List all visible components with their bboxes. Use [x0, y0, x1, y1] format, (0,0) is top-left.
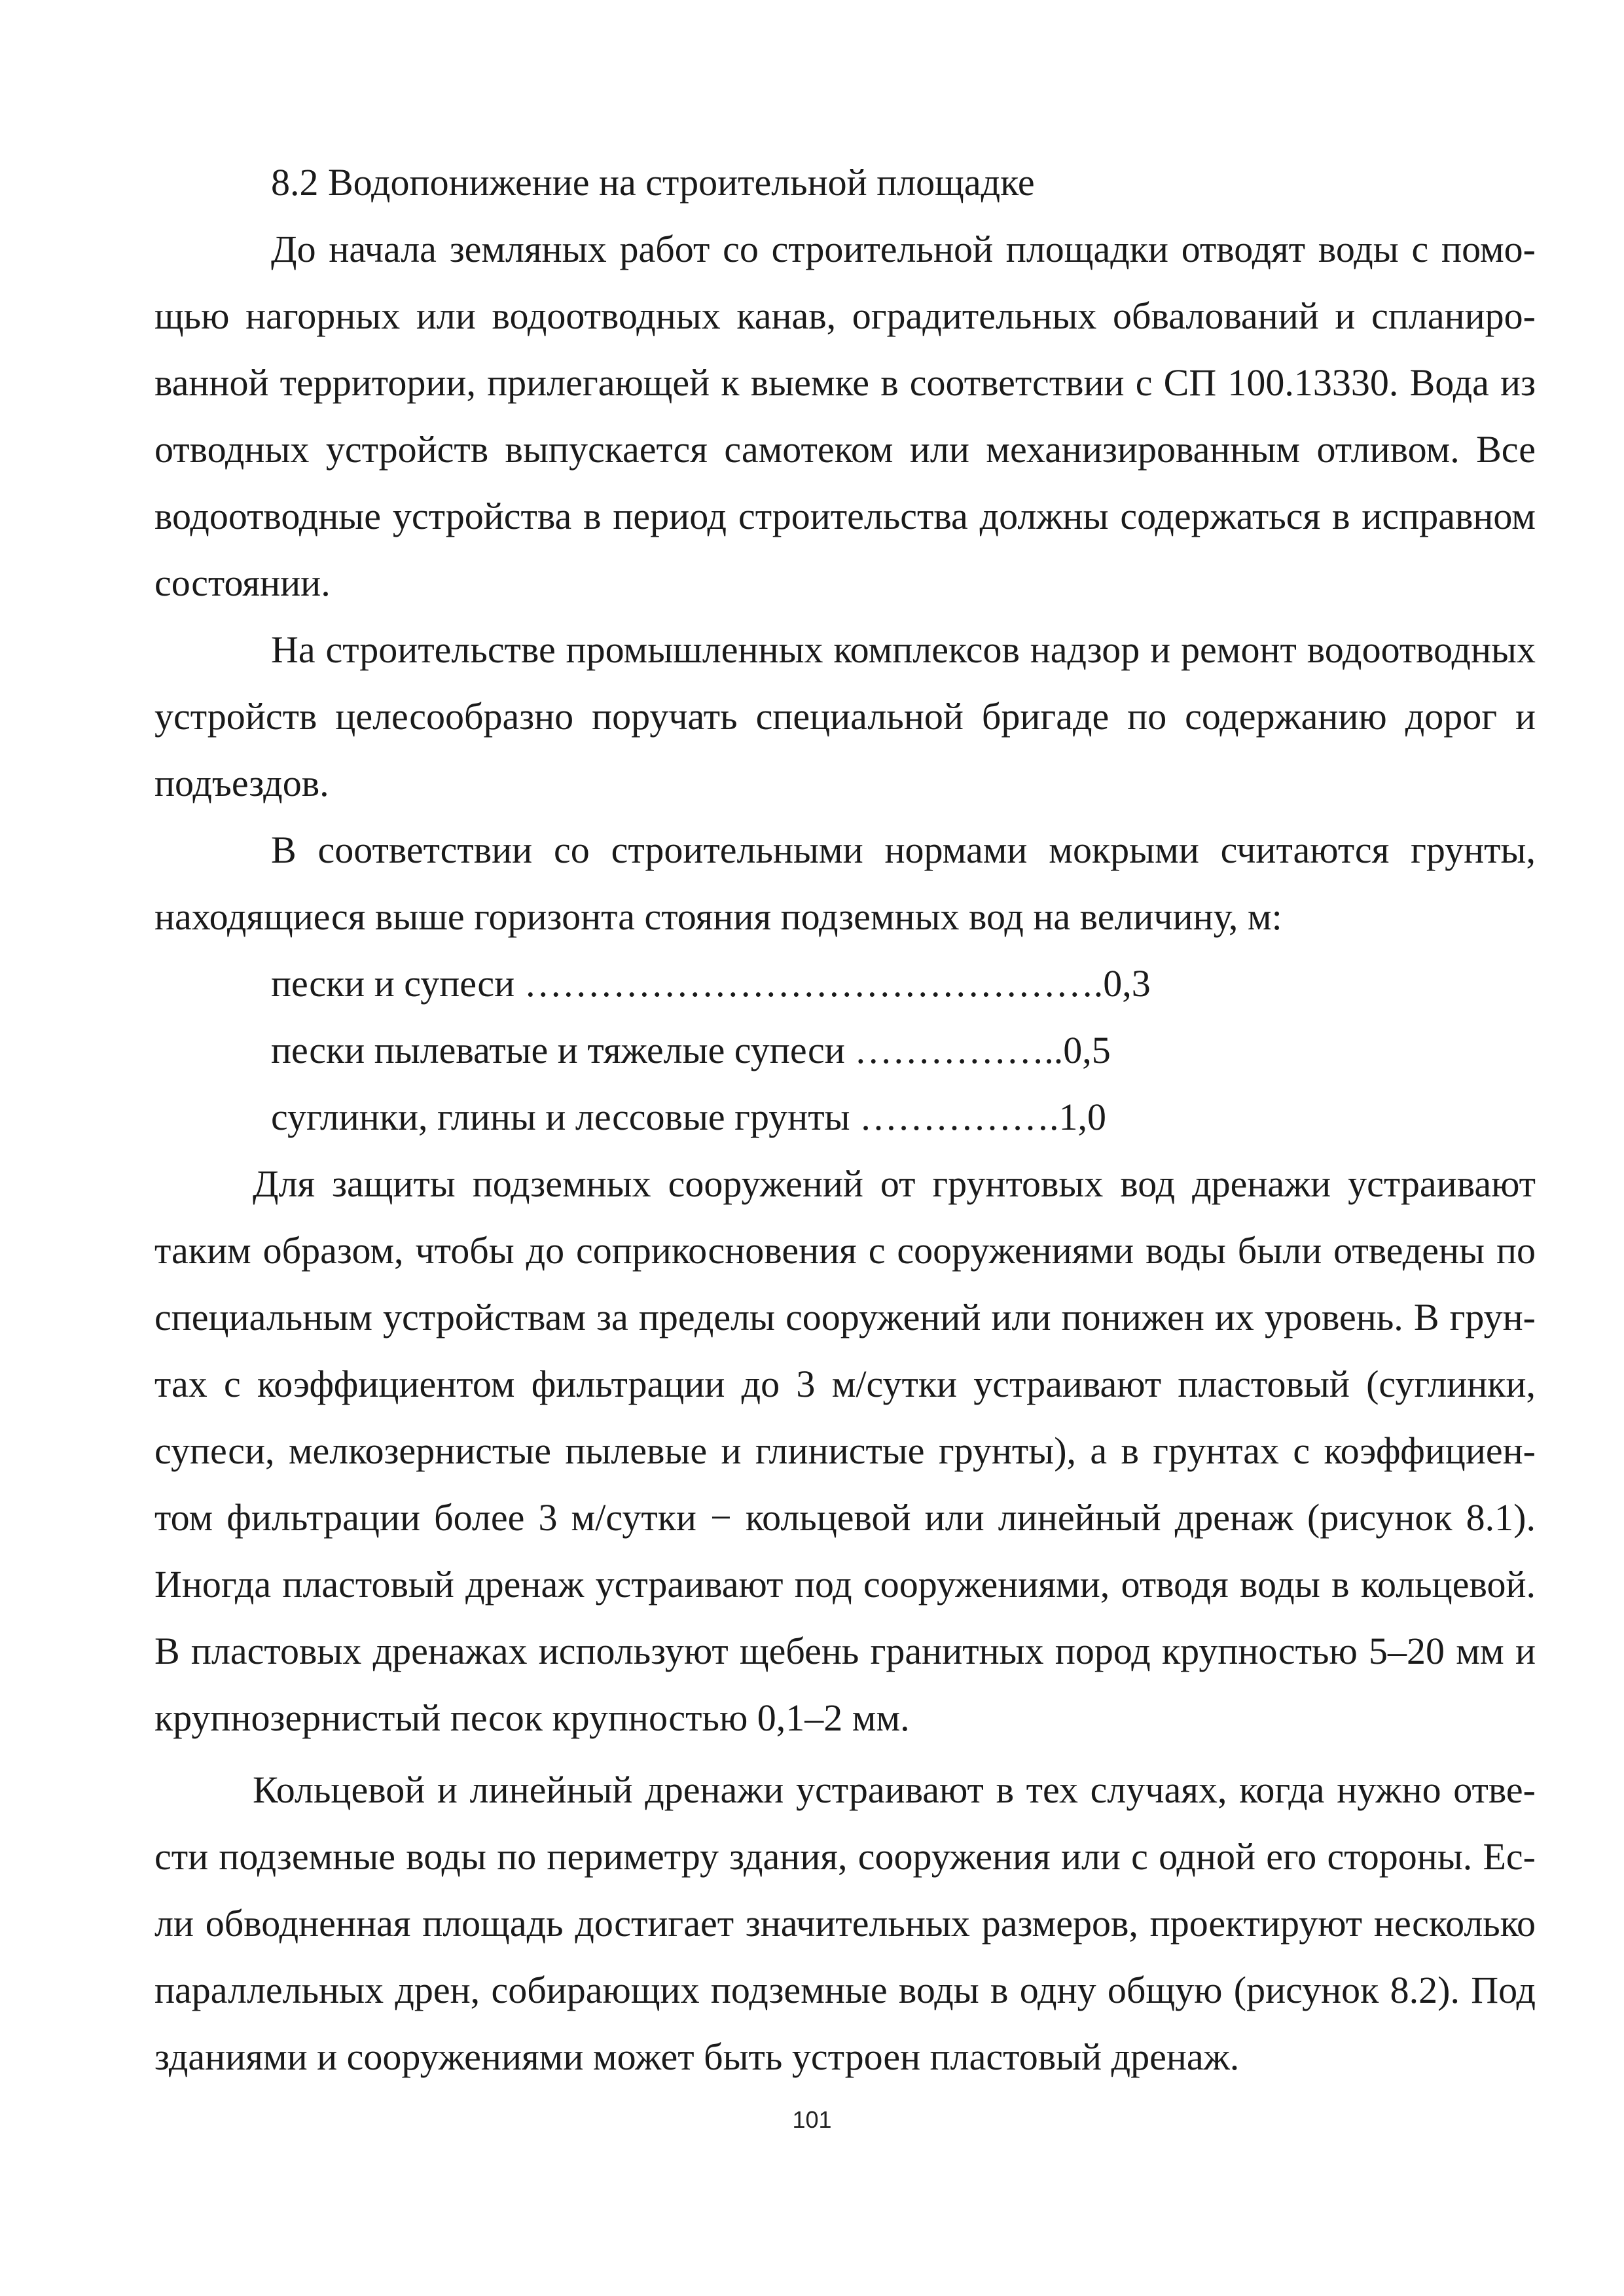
paragraph-drainage-before-earthworks: До начала земляных работ со строительной площадки отводят воды с помощью нагорных или водоотводных канав, оградительных обвалований и спланированной территории, прилегающей к выемке в соответствии с СП 100.13330. Вода из отводных устройств выпускается самотеком или механизированным отливом. Все водоотводные устройства в период строительства должны содержаться в исправном состоянии. [154, 228, 1536, 604]
section-heading: 8.2 Водопонижение на строительной площадке [271, 161, 1035, 204]
paragraph-ring-linear-drainage: Кольцевой и линейный дренажи устраивают в тех случаях, когда нужно отвести подземные воды по периметру здания, сооружения или с одной его стороны. Если обводненная площадь достигает значительных размеров, проектируют несколько параллельных дрен, собирающих подземные воды в одну общую (рисунок 8.2). Под зданиями и сооружениями может быть устроен пластовый дренаж. [154, 1768, 1536, 2078]
paragraph-underground-protection: Для защиты подземных сооружений от грунтовых вод дренажи устраивают таким образом, чтобы до соприкосновения с сооружениями воды были отведены по специальным устройствам за пределы сооружений или понижен их уровень. В грунтах с коэффициентом фильтрации до 3 м/сутки устраивают пластовый (суглинки, супеси, мелкозернистые пылевые и глинистые грунты), а в грунтах с коэффициентом фильтрации более 3 м/сутки − кольцевой или линейный дренаж (рисунок 8.1). Иногда пластовый дренаж устраивают под сооружениями, отводя воды в кольцевой. В пластовых дренажах используют щебень гранитных пород крупностью 5–20 мм и крупнозернистый песок крупностью 0,1–2 мм. [154, 1162, 1536, 1739]
list-item: суглинки, глины и лессовые грунты …………….1,0 [271, 1096, 1107, 1138]
spacer [154, 1751, 1536, 1757]
page-number: 101 [792, 2106, 832, 2133]
list-item: пески и супеси ……………………………………….0,3 [271, 962, 1151, 1005]
soil-values-list [154, 950, 1536, 1151]
list-item: пески пылеватые и тяжелые супеси ……………..0,5 [271, 1029, 1111, 1071]
paragraph-industrial-complexes: На строительстве промышленных комплексов надзор и ремонт водоотводных устройств целесообразно поручать специальной бригаде по содержанию дорог и подъездов. [154, 628, 1536, 804]
body-text [154, 149, 1536, 2090]
paragraph-wet-soils: В соответствии со строительными нормами мокрыми считаются грунты, находящиеся выше горизонта стояния подземных вод на величину, м: [154, 829, 1536, 938]
